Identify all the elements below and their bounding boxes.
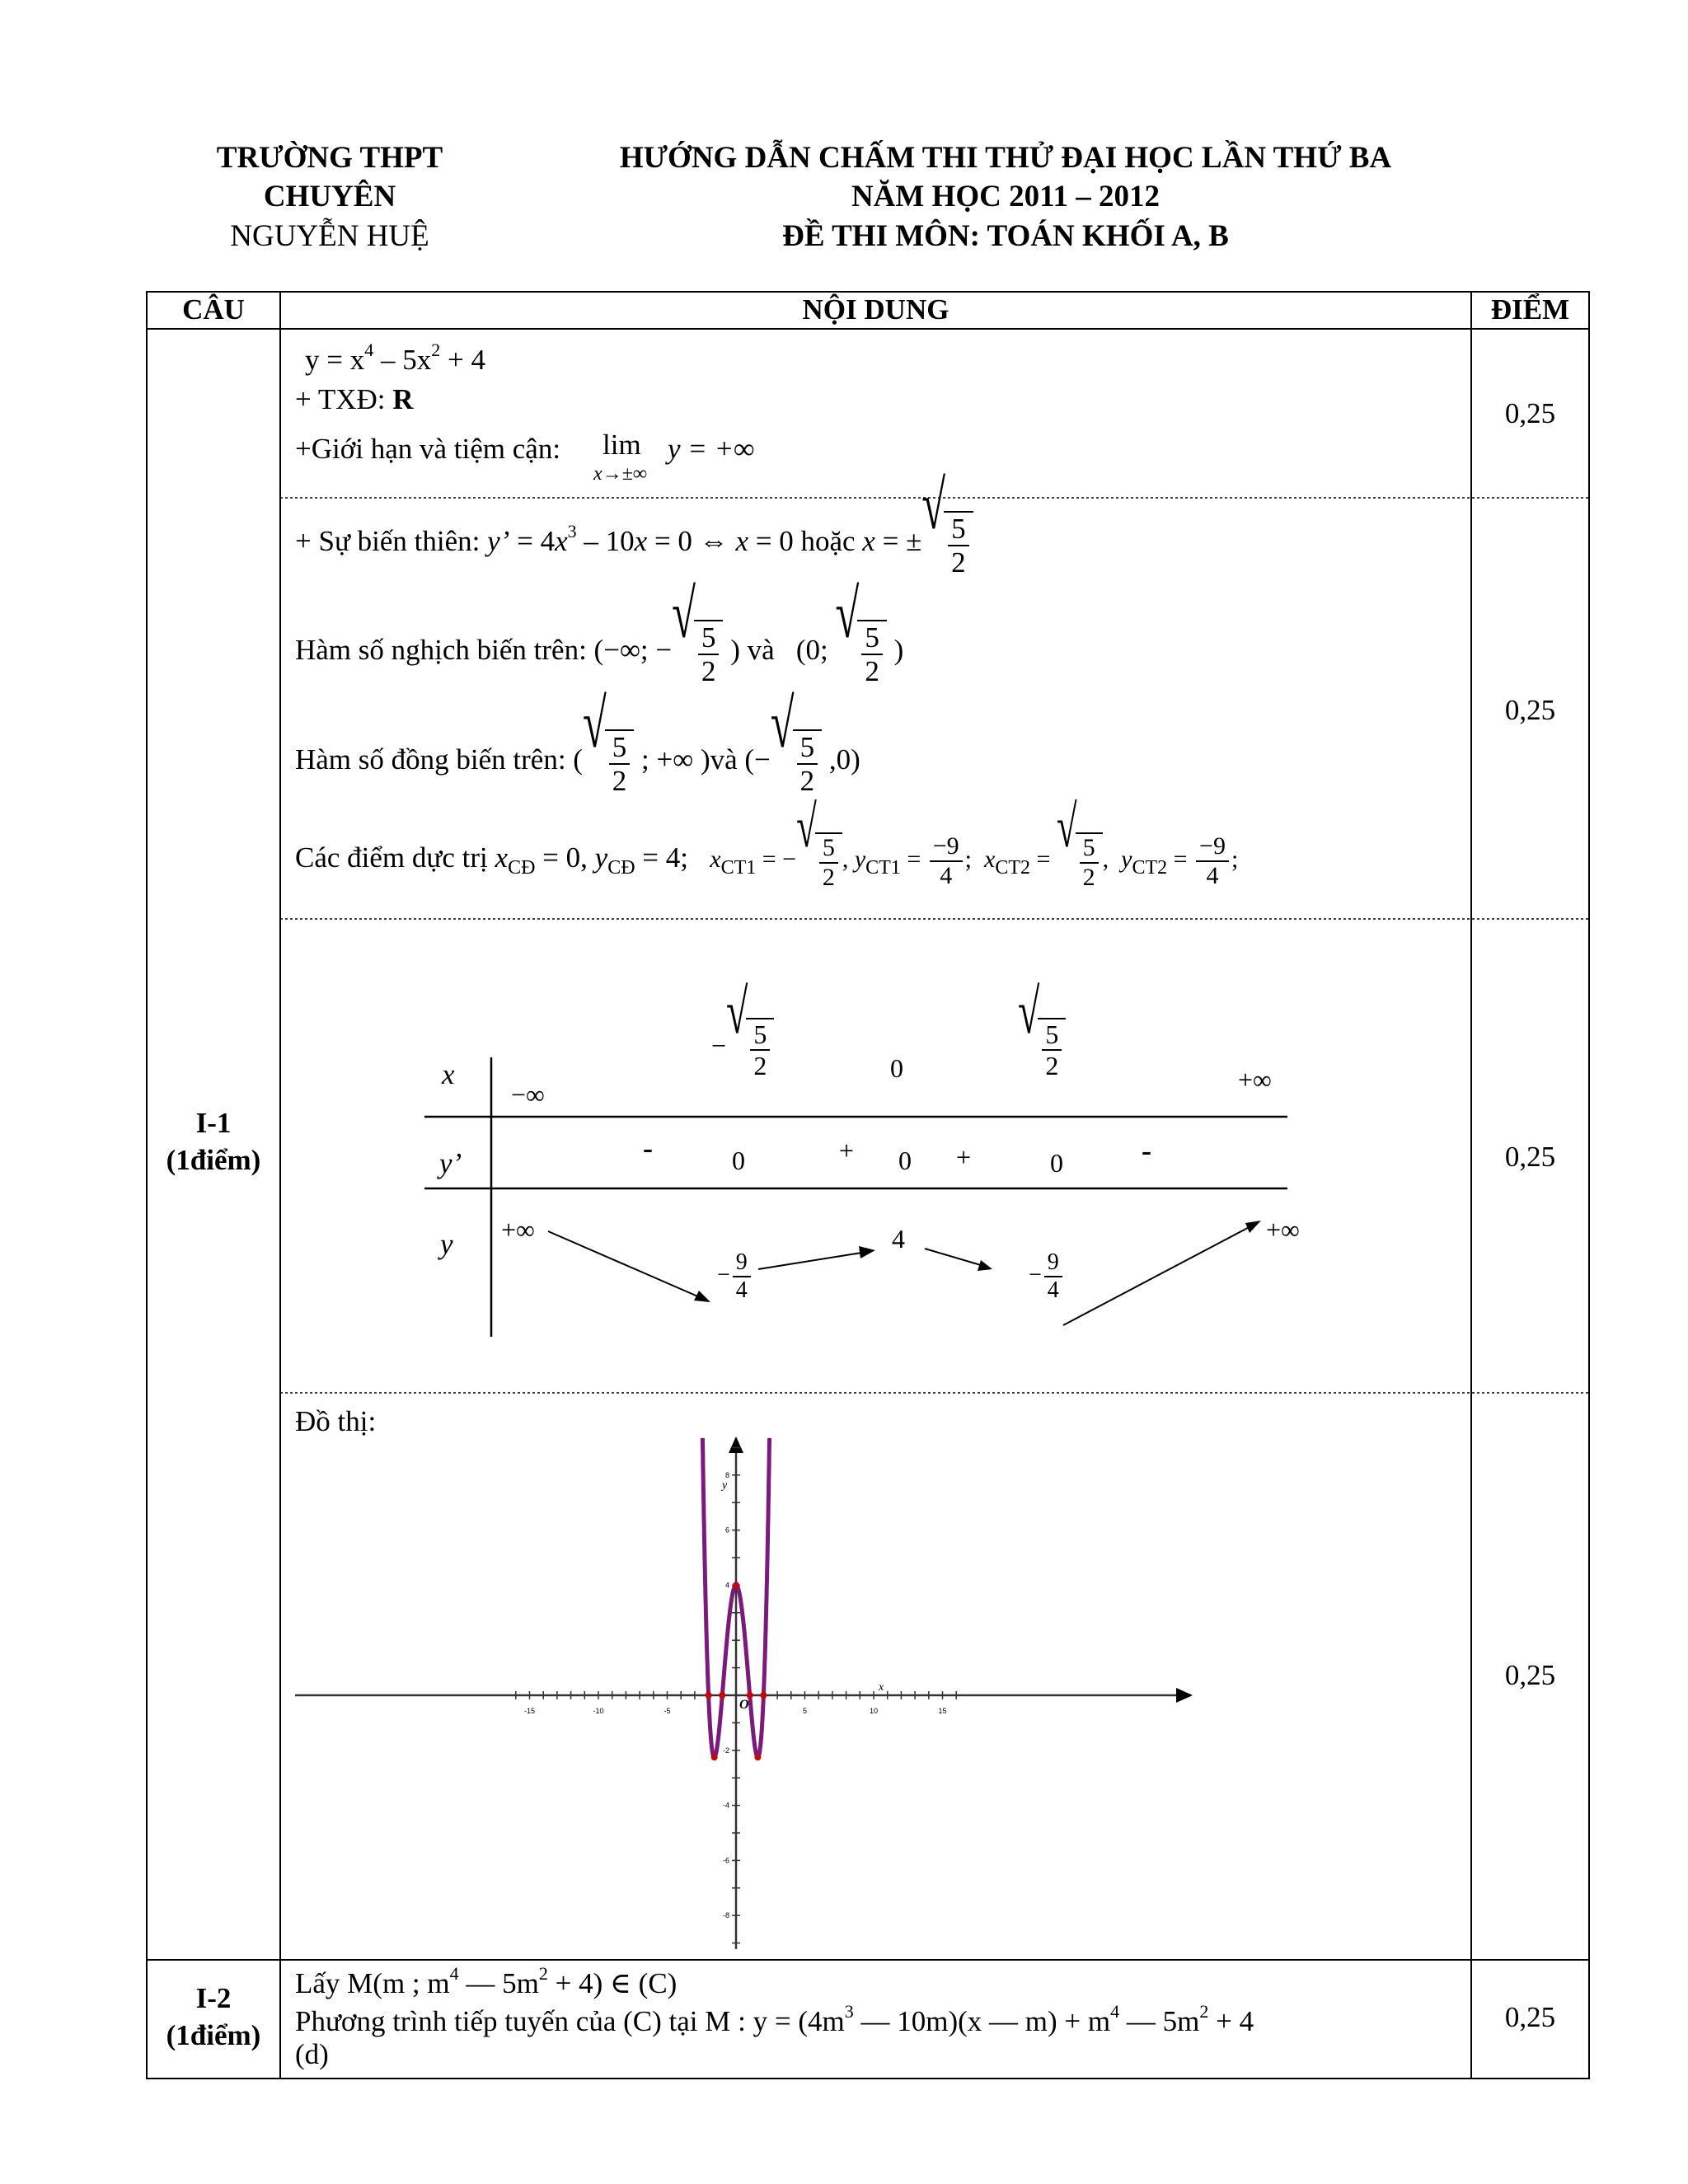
score-row-5: 0,25	[1504, 2001, 1556, 2033]
limit-result: y = +∞	[668, 433, 755, 465]
graph-label: Đồ thị:	[295, 1405, 377, 1437]
title-line-1: HƯỚNG DẪN CHẤM THI THỬ ĐẠI HỌC LẦN THỨ BA	[619, 141, 1392, 175]
vt-yp-minus-1: -	[643, 1132, 653, 1165]
vt-yp-zero-3: 0	[1050, 1148, 1063, 1178]
title-line-2: NĂM HỌC 2011 – 2012	[851, 180, 1160, 213]
graph-x-tick-label: 5	[802, 1707, 808, 1715]
vt-x-neg-inf: −∞	[511, 1080, 545, 1109]
col-header-noi-dung: NỘI DUNG	[802, 293, 950, 326]
domain-line: + TXĐ: R	[295, 383, 414, 415]
limit-line: +Giới hạn và tiệm cận:	[295, 433, 561, 465]
extrema-line: Các điểm dực trị $x_{CĐ} = 0$, $y_{CĐ} = 4$; $x_{CT1}$ = − √ $\frac{5}{2}$ , $y_{CT1}$ = $\frac{-9}{4}$ ; $x_{CT2}$ = √ $\frac{5}{2}$ , $y_{CT2}$ = $\frac{-9}{4}$ ;	[295, 794, 1239, 891]
function-definition: $y = x^4 - 5x^2 + 4$	[305, 340, 485, 376]
graph-y-tick-label: -2	[722, 1746, 729, 1755]
col-header-diem: ĐIỂM	[1490, 293, 1570, 326]
title-line-3: ĐỀ THI MÔN: TOÁN KHỐI A, B	[782, 219, 1229, 253]
vt-yp-zero-1: 0	[732, 1146, 745, 1175]
vt-label-y: y	[440, 1228, 453, 1260]
vt-yp-plus-2: +	[956, 1142, 972, 1172]
graph-origin-label: O	[739, 1698, 749, 1712]
vt-x-pos-root: √ $\frac{5}{2}$	[1018, 1018, 1066, 1079]
question-label-i1: I-1	[195, 1107, 232, 1139]
graph-y-tick-label: 6	[724, 1526, 729, 1535]
graph-point	[733, 1582, 739, 1588]
vt-y-max: 4	[892, 1224, 905, 1254]
vt-yp-minus-2: -	[1142, 1134, 1151, 1167]
graph-x-tick-label: -10	[593, 1707, 604, 1715]
graph-x-tick-label: -5	[663, 1707, 671, 1715]
graph-y-tick-label: -6	[722, 1856, 729, 1865]
graph-y-tick-label: 2	[724, 1636, 729, 1645]
graph-point	[719, 1692, 725, 1699]
graph-x-tick-label: 15	[938, 1707, 947, 1715]
school-line-2: CHUYÊN	[263, 180, 396, 213]
score-row-2: 0,25	[1504, 694, 1556, 726]
vt-yp-plus-1: +	[839, 1136, 855, 1165]
graph-y-tick-label: 4	[724, 1581, 729, 1590]
limit-subscript: x→±∞	[593, 463, 647, 485]
graph-point	[706, 1692, 712, 1699]
i2-line-1: Lấy M(m ; $m^4$ — $5m^2 + 4$) ∈ (C)	[295, 1963, 678, 1999]
vt-y-pos-inf-left: +∞	[501, 1215, 535, 1244]
vt-y-min-left: − $\frac{9}{4}$	[717, 1251, 753, 1302]
graph-x-tick-label: 10	[869, 1707, 879, 1715]
vt-y-min-right: − $\frac{9}{4}$	[1029, 1251, 1065, 1302]
graph-point	[760, 1692, 767, 1699]
i2-line-3: (d)	[295, 2038, 329, 2070]
question-points-i1: (1điểm)	[166, 1144, 261, 1176]
score-row-3: 0,25	[1504, 1141, 1556, 1173]
graph-point	[711, 1754, 718, 1760]
vt-y-pos-inf-right: +∞	[1266, 1215, 1300, 1244]
score-row-1: 0,25	[1504, 397, 1556, 429]
graph-y-tick-label: -8	[722, 1911, 729, 1920]
derivative-line: + Sự biến thiên: y’ = $4x^3 - 10x = 0$ ⇔ x = 0 hoặc x = ± √ $\frac{5}{2}$	[295, 511, 973, 577]
vt-label-x: x	[442, 1058, 455, 1090]
graph-x-arrow	[1176, 1688, 1193, 1703]
vt-x-zero: 0	[890, 1053, 903, 1083]
school-line-3: NGUYỄN HUỆ	[230, 219, 429, 253]
graph-x-tick-label: -15	[523, 1707, 536, 1715]
limit-operator: lim	[603, 429, 641, 461]
graph-axis-y-label: y	[722, 1479, 728, 1492]
school-line-1: TRƯỜNG THPT	[216, 141, 443, 175]
score-row-4: 0,25	[1504, 1659, 1556, 1691]
col-header-cau: CÂU	[182, 293, 245, 326]
graph-y-tick-label: 8	[724, 1470, 729, 1479]
graph-y-tick-label: -4	[722, 1801, 729, 1810]
i2-line-2: Phương trình tiếp tuyến của (C) tại M : $y = (4m^3$ — 10m)(x — $m) + m^4$ — $5m^2 + 4$	[295, 2001, 1254, 2037]
vt-label-yprime: y’	[439, 1147, 462, 1179]
decreasing-intervals: Hàm số nghịch biến trên: (−∞; − √ $\frac{5}{2}$ ) và (0; √ $\frac{5}{2}$ )	[295, 576, 904, 687]
vt-yp-zero-2: 0	[898, 1146, 912, 1175]
graph-axis-x-label: x	[879, 1681, 884, 1694]
vt-x-pos-inf: +∞	[1238, 1065, 1272, 1094]
graph-point	[754, 1754, 761, 1760]
increasing-intervals: Hàm số đồng biến trên: ( √ $\frac{5}{2}$ ; +∞ )và (− √ $\frac{5}{2}$ ,0)	[295, 686, 860, 797]
vt-x-neg-root: − √ $\frac{5}{2}$	[711, 1018, 774, 1079]
graph-y-arrow	[729, 1436, 743, 1453]
question-points-i2: (1điểm)	[166, 2019, 261, 2051]
question-label-i2: I-2	[195, 1982, 232, 2014]
